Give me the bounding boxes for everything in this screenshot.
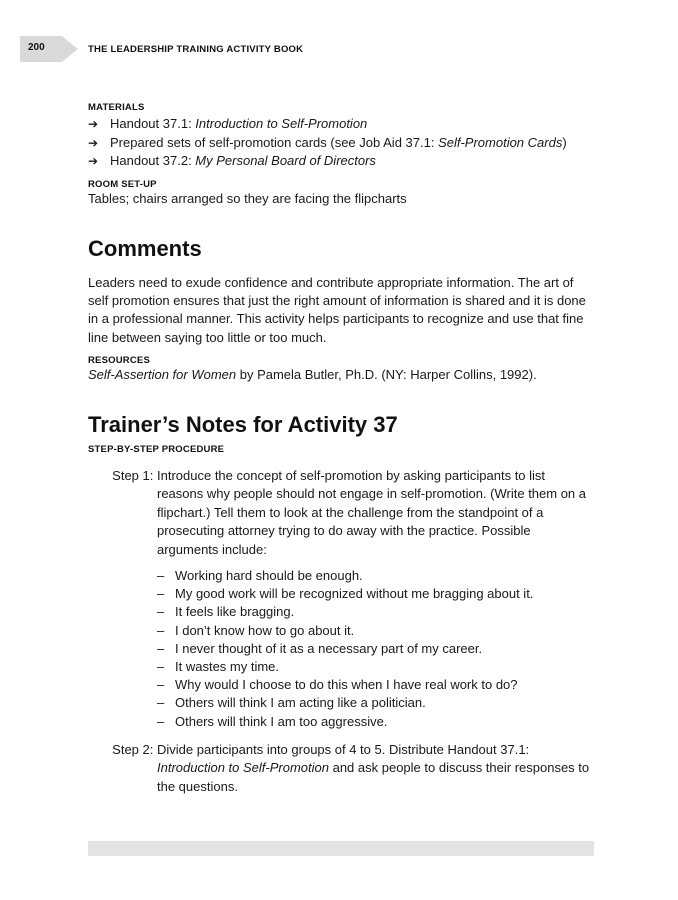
- materials-item-title: Introduction to Self-Promotion: [195, 116, 368, 131]
- materials-list: [88, 115, 594, 171]
- argument-item: – Others will think I am acting like a politician.: [157, 695, 426, 711]
- argument-item: – It wastes my time.: [157, 659, 280, 675]
- materials-item: [88, 115, 594, 134]
- room-setup-label: ROOM SET-UP: [88, 178, 157, 190]
- resources-book-title: Self-Assertion for Women: [88, 366, 237, 382]
- materials-item-text: Handout 37.1:: [110, 116, 196, 131]
- argument-item: – It feels like bragging.: [157, 604, 295, 620]
- argument-item: – Working hard should be enough.: [157, 568, 363, 584]
- argument-item: – My good work will be recognized without me bragging about it.: [157, 586, 534, 602]
- resources-book-details: by Pamela Butler, Ph.D. (NY: Harper Collins, 1992).: [236, 366, 537, 382]
- materials-item-text: Prepared sets of self-promotion cards (see Job Aid 37.1:: [110, 134, 439, 150]
- argument-item: – I don’t know how to go about it.: [157, 622, 355, 638]
- materials-item: [88, 134, 594, 153]
- materials-item: [88, 152, 594, 171]
- procedure-label: STEP-BY-STEP PROCEDURE: [88, 444, 225, 455]
- step-1-text: Introduce the concept of self-promotion by asking participants to list reasons why people should not engage in self-promotion. (Write them on a flipchart.) Tell them to look at the challenge from the standpoint of a prosecuting attorney trying to do away with the practice. Possible arguments include:: [157, 468, 587, 557]
- trainer-notes-heading: Trainer’s Notes for Activity 37: [88, 412, 398, 437]
- room-setup-text: Tables; chairs arranged so they are facing the flipcharts: [88, 190, 407, 206]
- argument-item: – Others will think I am too aggressive.: [157, 713, 388, 729]
- page-content: [88, 102, 594, 796]
- arrow-right-icon: ➔: [88, 135, 99, 150]
- page-number: 200: [28, 42, 45, 53]
- materials-label: MATERIALS: [88, 102, 145, 113]
- page-header: [0, 36, 678, 64]
- materials-item-text: Handout 37.2:: [110, 153, 196, 169]
- comments-heading: Comments: [88, 235, 202, 261]
- step-2-label: Step 2:: [112, 741, 154, 757]
- footer-bar: [88, 841, 594, 856]
- arrow-right-icon: ➔: [88, 154, 99, 169]
- materials-item-title: My Personal Board of Directors: [195, 153, 376, 169]
- running-title: THE LEADERSHIP TRAINING ACTIVITY BOOK: [88, 44, 304, 55]
- step-1-label: Step 1:: [112, 468, 154, 483]
- step-2-text: Divide participants into groups of 4 to 5. Distribute Handout 37.1: Introduction to Self-Promotion and ask people to discuss their responses to the questions.: [157, 741, 590, 794]
- arguments-list: [157, 567, 594, 731]
- materials-item-suffix: ): [562, 134, 567, 150]
- step-2: [88, 741, 594, 796]
- step-1: [88, 467, 594, 731]
- materials-item-title: Self-Promotion Cards: [438, 134, 563, 150]
- arrow-right-icon: ➔: [88, 117, 99, 131]
- argument-item: – Why would I choose to do this when I have real work to do?: [157, 677, 518, 693]
- resources-citation: [88, 366, 594, 384]
- comments-text: Leaders need to exude confidence and contribute appropriate information. The art of self promotion ensures that just the right amount of information is shared and it is done in a professional manner. This activity helps participants to recognize and use that fine line between saying too little or too much.: [88, 274, 586, 345]
- argument-item: – I never thought of it as a necessary part of my career.: [157, 640, 483, 656]
- resources-label: RESOURCES: [88, 354, 150, 366]
- step-2-handout-title: Introduction to Self-Promotion: [157, 760, 329, 776]
